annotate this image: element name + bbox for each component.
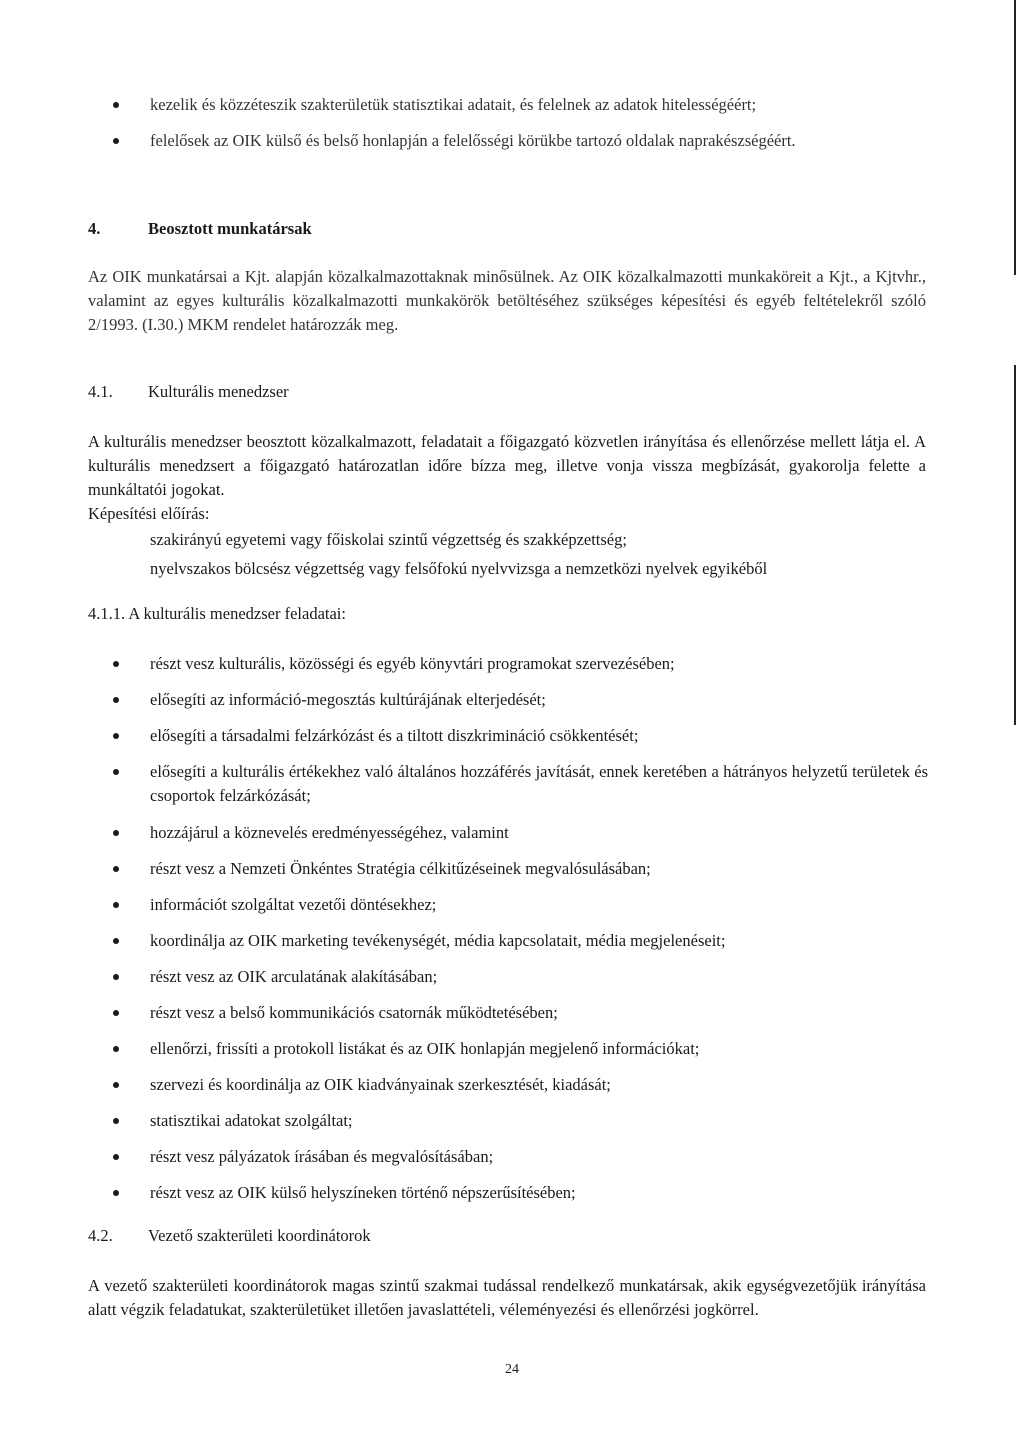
list-item: információt szolgáltat vezetői döntésekhez; bbox=[88, 893, 928, 917]
list-item: hozzájárul a köznevelés eredményességéhez, valamint bbox=[88, 821, 928, 845]
section-heading-4-2 bbox=[88, 1224, 926, 1248]
tasks-heading: 4.1.1. A kulturális menedzser feladatai: bbox=[88, 604, 346, 623]
list-item: felelősek az OIK külső és belső honlapján a felelősségi körükbe tartozó oldalak naprakészségéért. bbox=[88, 129, 926, 153]
list-item: kezelik és közzéteszik szakterületük statisztikai adatait, és felelnek az adatok hitelességéért; bbox=[88, 93, 926, 117]
section-title: Beosztott munkatársak bbox=[148, 219, 312, 238]
page-number: 24 bbox=[505, 1362, 519, 1377]
list-item: szervezi és koordinálja az OIK kiadványainak szerkesztését, kiadását; bbox=[88, 1073, 928, 1097]
list-item: részt vesz az OIK külső helyszíneken történő népszerűsítésében; bbox=[88, 1181, 928, 1205]
qualification-item: nyelvszakos bölcsész végzettség vagy felsőfokú nyelvvizsga a nemzetközi nyelvek egyikéből bbox=[150, 559, 768, 578]
list-item: statisztikai adatokat szolgáltat; bbox=[88, 1109, 928, 1133]
qualification-label: Képesítési előírás: bbox=[88, 504, 210, 523]
section-paragraph: Az OIK munkatársai a Kjt. alapján közalkalmazottaknak minősülnek. Az OIK közalkalmazotti munkaköreit a Kjt., a Kjtvhr., valamint az egyes kulturális közalkalmazotti munkakörök betöltéséhez szükséges képesítési és egyéb feltételekről szóló 2/1993. (I.30.) MKM rendelet határozzák meg. bbox=[88, 267, 926, 334]
scan-margin-line bbox=[1014, 365, 1016, 725]
section-paragraph: A vezető szakterületi koordinátorok magas szintű szakmai tudással rendelkező munkatársak, akik egységvezetőjük irányítása alatt végzik feladatukat, szakterületüket illetően javaslattételi, véleményezési és ellenőrzési jogkörrel. bbox=[88, 1276, 926, 1319]
section-number: 4. bbox=[88, 219, 101, 238]
section-heading-4-1 bbox=[88, 380, 926, 404]
list-item: elősegíti az információ-megosztás kultúrájának elterjedését; bbox=[88, 688, 928, 712]
section-title: Kulturális menedzser bbox=[148, 382, 289, 401]
list-item: részt vesz pályázatok írásában és megvalósításában; bbox=[88, 1145, 928, 1169]
list-item: részt vesz a Nemzeti Önkéntes Stratégia célkitűzéseinek megvalósulásában; bbox=[88, 857, 928, 881]
top-bullet-list bbox=[88, 93, 926, 165]
list-item: ellenőrzi, frissíti a protokoll listákat és az OIK honlapján megjelenő információkat; bbox=[88, 1037, 928, 1061]
section-title: Vezető szakterületi koordinátorok bbox=[148, 1226, 371, 1245]
section-heading-4 bbox=[88, 217, 926, 241]
qualification-item: szakirányú egyetemi vagy főiskolai szintű végzettség és szakképzettség; bbox=[150, 530, 627, 549]
list-item: részt vesz kulturális, közösségi és egyéb könyvtári programokat szervezésében; bbox=[88, 652, 928, 676]
list-item: elősegíti a kulturális értékekhez való általános hozzáférés javítását, ennek keretében a hátrányos helyzetű területek és csoportok felzárkózását; bbox=[88, 760, 928, 808]
section-number: 4.1. bbox=[88, 382, 113, 401]
section-number: 4.2. bbox=[88, 1226, 113, 1245]
task-list bbox=[88, 652, 928, 1217]
section-paragraph: A kulturális menedzser beosztott közalkalmazott, feladatait a főigazgató közvetlen irányítása és ellenőrzése mellett látja el. A kulturális menedzsert a főigazgató határozatlan időre bízza meg, illetve vonja vissza megbízását, gyakorolja felette a munkáltatói jogokat. bbox=[88, 432, 926, 499]
list-item: koordinálja az OIK marketing tevékenységét, média kapcsolatait, média megjelenéseit; bbox=[88, 929, 928, 953]
scan-margin-line bbox=[1014, 0, 1016, 275]
list-item: részt vesz a belső kommunikációs csatornák működtetésében; bbox=[88, 1001, 928, 1025]
list-item: részt vesz az OIK arculatának alakításában; bbox=[88, 965, 928, 989]
list-item: elősegíti a társadalmi felzárkózást és a tiltott diszkrimináció csökkentését; bbox=[88, 724, 928, 748]
